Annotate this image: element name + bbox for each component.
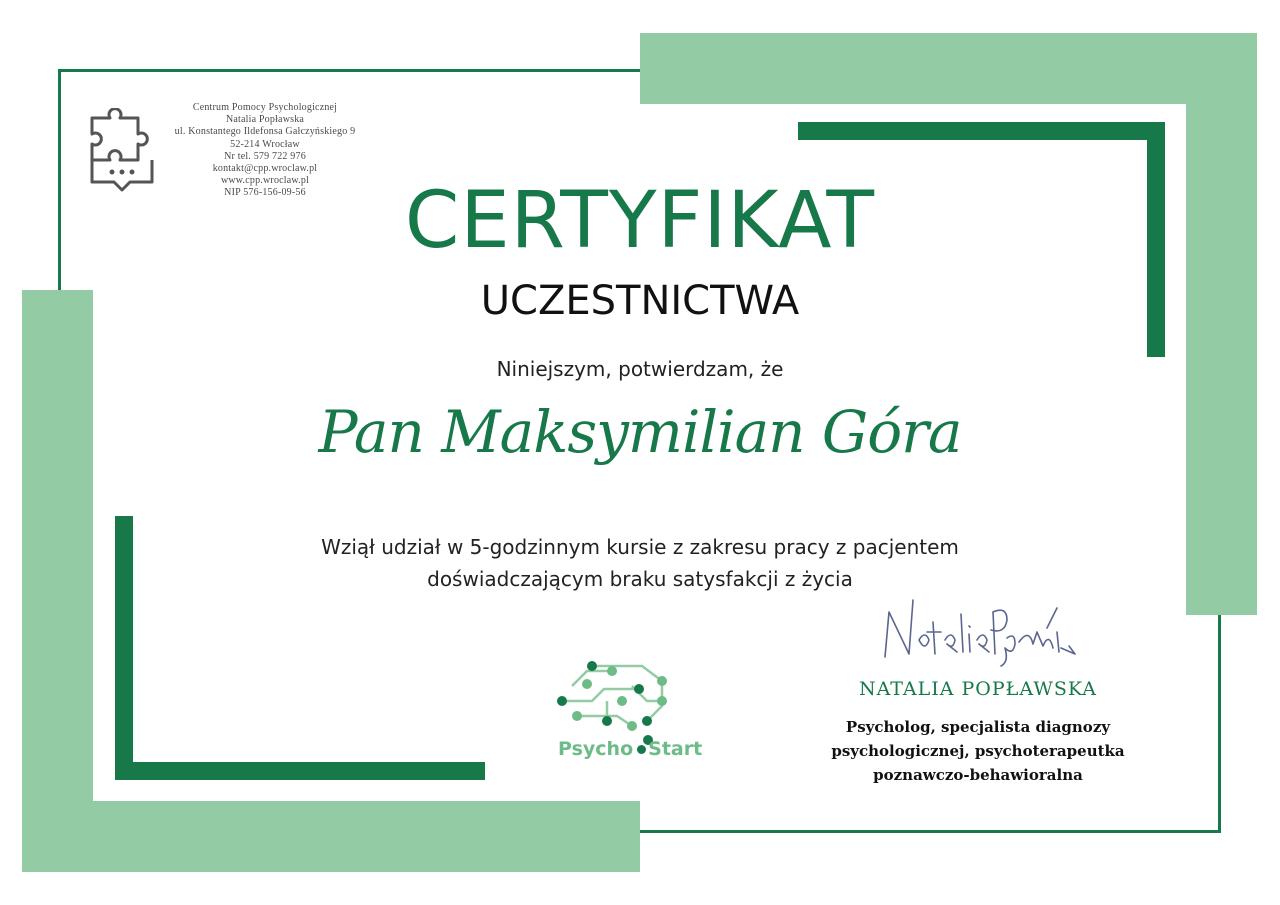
- corner-bracket-top-right-horizontal: [798, 122, 1165, 140]
- frame-line-bottom: [640, 830, 1221, 833]
- logo-word-2: Start: [648, 738, 703, 760]
- certificate-title: CERTYFIKAT: [404, 176, 876, 266]
- logo-word-1: Psycho: [558, 738, 634, 760]
- signatory-title-line: psychologicznej, psychoterapeutka: [831, 742, 1125, 760]
- signatory-title: [808, 715, 1148, 787]
- course-description: [260, 531, 1020, 595]
- stamp-line: ul. Konstantego Ildefonsa Gałczyńskiego 9: [174, 126, 356, 138]
- logo-dot-icon: [637, 745, 646, 754]
- confirmation-text: Niniejszym, potwierdzam, że: [496, 357, 784, 381]
- stamp-line: Nr tel. 579 722 976: [224, 150, 306, 162]
- handwritten-signature: [875, 592, 1085, 672]
- brain-circuit-icon: [552, 656, 692, 746]
- signatory-title-line: Psycholog, specjalista diagnozy: [845, 718, 1111, 736]
- stamp-line: NIP 576-156-09-56: [224, 187, 306, 199]
- description-line: Wziął udział w 5-godzinnym kursie z zakresu pracy z pacjentem: [321, 535, 959, 559]
- stamp-line: kontakt@cpp.wroclaw.pl: [212, 163, 318, 175]
- stamp-line: 52-214 Wrocław: [230, 138, 300, 150]
- frame-line-top: [58, 69, 640, 72]
- corner-bracket-bottom-left-horizontal: [115, 762, 485, 780]
- stamp-line: www.cpp.wroclaw.pl: [220, 175, 310, 187]
- certificate-subtitle: UCZESTNICTWA: [480, 278, 800, 324]
- stamp-line: Natalia Popławska: [225, 114, 305, 126]
- frame-line-right: [1218, 615, 1221, 833]
- signatory-name: NATALIA POPŁAWSKA: [858, 678, 1098, 700]
- recipient-name: Pan Maksymilian Góra: [318, 398, 962, 466]
- logo-wordmark: [558, 738, 702, 760]
- stamp-line: Centrum Pomocy Psychologicznej: [192, 102, 338, 113]
- corner-bracket-bottom-left-vertical: [115, 516, 133, 780]
- signatory-title-line: poznawczo-behawioralna: [873, 766, 1083, 784]
- description-line: doświadczającym braku satysfakcji z życia: [427, 567, 853, 591]
